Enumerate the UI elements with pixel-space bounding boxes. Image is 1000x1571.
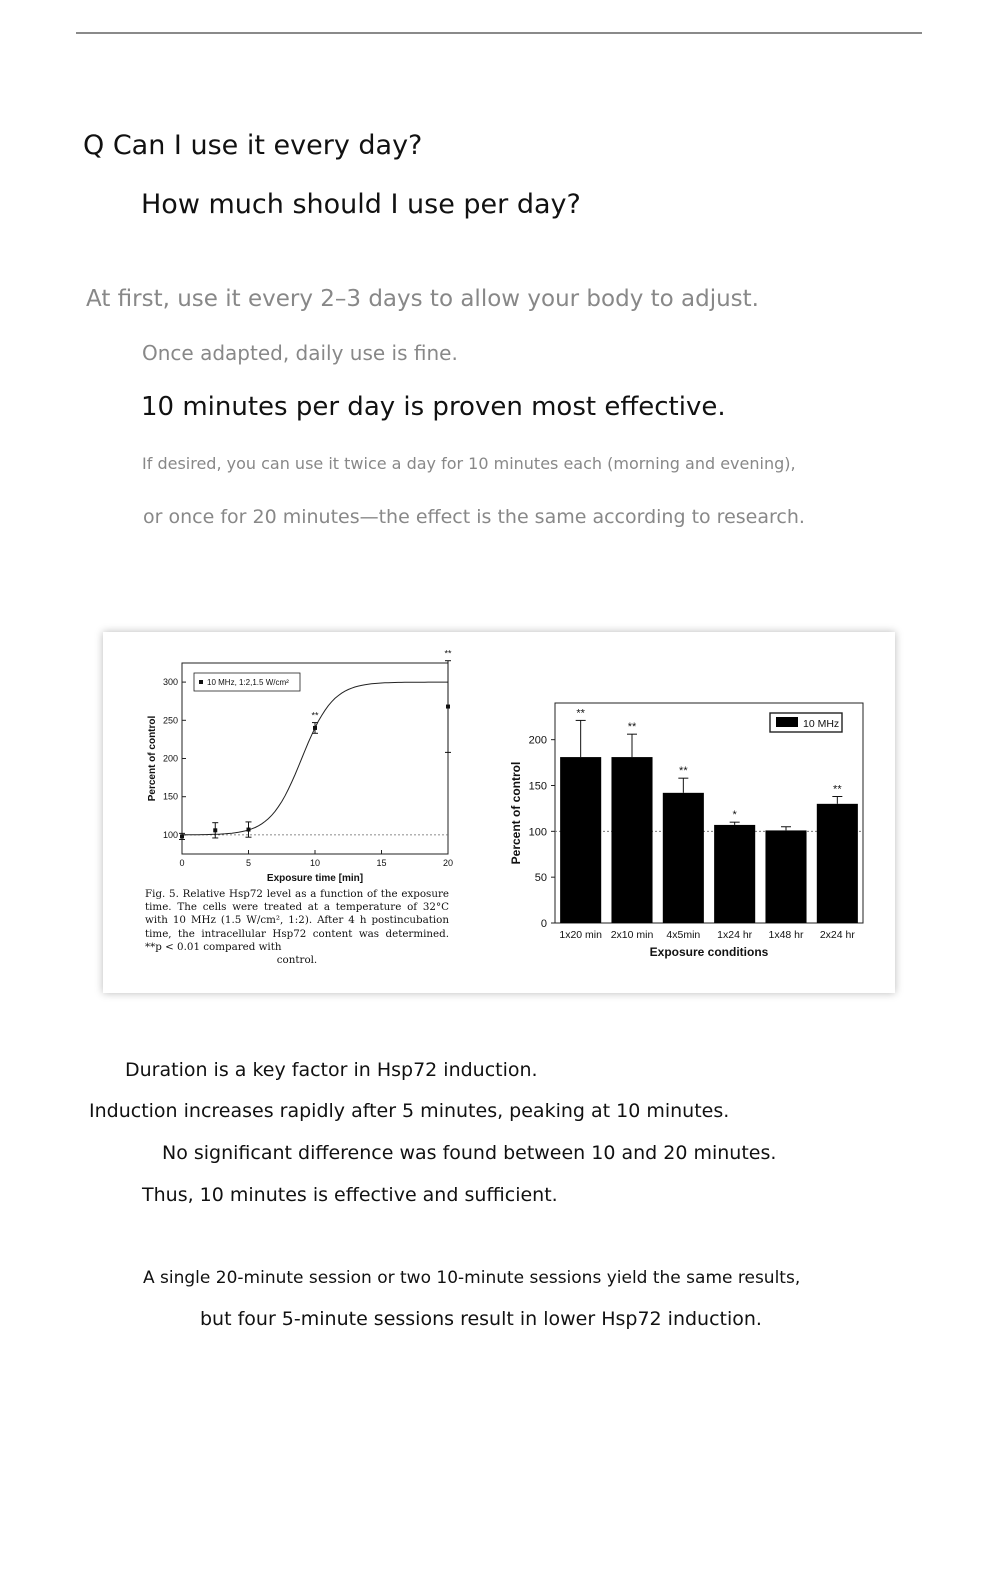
chart2-bar	[663, 793, 704, 923]
chart2-bar	[765, 830, 806, 923]
answer-line-5: or once for 20 minutes—the effect is the same according to research.	[143, 506, 805, 528]
figure-caption	[145, 888, 449, 967]
question-title: Q Can I use it every day?	[83, 130, 423, 161]
chart2-legend-swatch	[776, 717, 798, 727]
chart2-category-label: 1x20 min	[559, 929, 602, 941]
chart1-fit-curve	[182, 682, 448, 835]
chart1-xtick-label: 15	[376, 858, 387, 868]
chart1-legend-marker	[199, 680, 203, 684]
chart1-ytick-label: 150	[162, 791, 178, 802]
chart2-bar	[611, 757, 652, 923]
chart2-bar	[714, 825, 755, 923]
closing-line-2: but four 5-minute sessions result in lower Hsp72 induction.	[200, 1308, 762, 1330]
answer-line-4: If desired, you can use it twice a day for 10 minutes each (morning and evening),	[142, 454, 796, 473]
body-line-1: Duration is a key factor in Hsp72 induction.	[125, 1059, 538, 1081]
chart1-point	[213, 828, 217, 832]
chart2-category-label: 1x24 hr	[717, 929, 753, 941]
chart2-sig-label: **	[833, 783, 842, 796]
chart1-xtick-label: 0	[179, 858, 185, 868]
chart2-category-label: 1x48 hr	[768, 929, 804, 941]
body-line-2: Induction increases rapidly after 5 minutes, peaking at 10 minutes.	[89, 1100, 730, 1122]
chart2-sig-label: **	[627, 721, 637, 734]
chart2-ytick-label: 50	[534, 872, 547, 885]
chart1-sig-label: **	[311, 710, 319, 721]
body-line-3: No significant difference was found between 10 and 20 minutes.	[162, 1142, 777, 1164]
chart1-point	[313, 726, 317, 730]
chart2-ytick-label: 200	[528, 734, 547, 747]
chart1-point	[180, 834, 184, 838]
chart2-bar	[560, 757, 601, 923]
chart2-category-label: 2x24 hr	[819, 929, 855, 941]
chart2-sig-label: **	[576, 707, 585, 720]
chart2-ytick-label: 100	[528, 826, 547, 839]
answer-line-2: Once adapted, daily use is fine.	[142, 341, 458, 365]
question-subtitle: How much should I use per day?	[141, 189, 581, 220]
chart2-legend-label: 10 MHz	[803, 718, 840, 730]
chart1-point	[247, 828, 251, 832]
chart2-category-label: 2x10 min	[610, 929, 654, 941]
chart2-category-label: 4x5min	[666, 929, 701, 941]
figure-caption-end: control.	[276, 954, 318, 967]
chart1-xtick-label: 10	[309, 858, 321, 868]
chart2-sig-label: **	[679, 765, 688, 778]
body-line-4: Thus, 10 minutes is effective and sufficient.	[142, 1184, 558, 1206]
chart1-ytick-label: 200	[162, 753, 178, 764]
chart1-xtick-label: 20	[442, 858, 454, 868]
chart2-ytick-label: 150	[528, 780, 547, 793]
chart1-legend-label: 10 MHz, 1:2,1.5 W/cm²	[207, 678, 289, 687]
chart2-ylabel: Percent of control	[509, 761, 523, 865]
chart2-xlabel: Exposure conditions	[649, 945, 769, 959]
chart1-sig-label: **	[444, 648, 452, 659]
chart2-ytick-label: 0	[540, 918, 547, 930]
figure-caption-text: Fig. 5. Relative Hsp72 level as a function of the exposure time. The cells were treated at a temperature of 32°C with 10 MHz (1.5 W/cm², 1:2). After 4 h postincubation time, the intracellular Hsp72 content was determined. **p < 0.01 compared with	[145, 888, 449, 953]
chart1-ytick-label: 300	[162, 677, 178, 688]
chart1-point	[446, 705, 450, 709]
chart1-xlabel: Exposure time [min]	[266, 873, 364, 884]
chart2-sig-label: *	[732, 809, 737, 822]
top-divider	[76, 32, 922, 34]
answer-highlight: 10 minutes per day is proven most effective.	[141, 392, 726, 422]
closing-line-1: A single 20-minute session or two 10-minute sessions yield the same results,	[143, 1268, 801, 1288]
chart1-ytick-label: 250	[162, 715, 178, 726]
chart1-xtick-label: 5	[245, 858, 252, 868]
answer-line-1: At first, use it every 2–3 days to allow your body to adjust.	[86, 286, 759, 312]
research-figure-card	[103, 632, 895, 993]
chart2-bar	[817, 804, 858, 923]
chart1-frame	[182, 663, 448, 854]
chart1-ytick-label: 100	[162, 829, 178, 840]
chart1-ylabel: Percent of control	[147, 715, 158, 802]
